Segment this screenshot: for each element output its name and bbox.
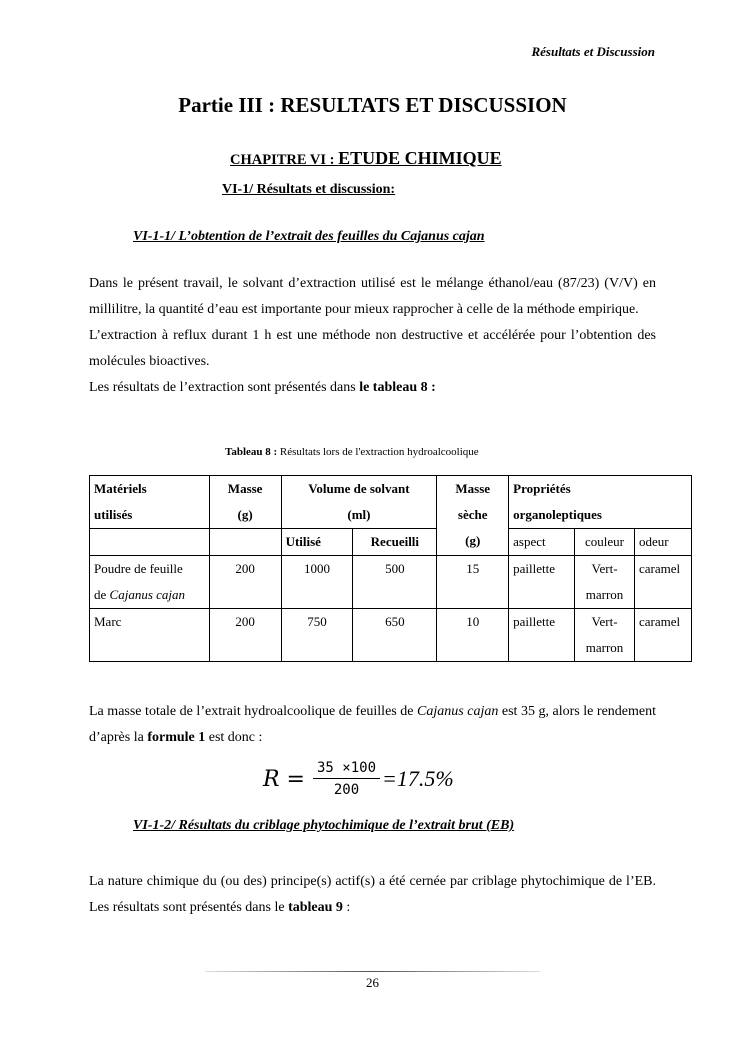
text-run: est donc : — [205, 730, 263, 745]
chapter-title — [230, 148, 502, 169]
header-text: sèche — [457, 507, 488, 522]
header-text: (ml) — [347, 507, 371, 522]
header-materials — [90, 476, 210, 529]
formula-denominator: 200 — [333, 782, 360, 798]
paragraph-sentence: L’extraction à reflux durant 1 h est une méthode non destructive et accélérée pour l’obtention des molécules bioactives. — [89, 328, 656, 369]
species-name: Cajanus cajan — [109, 587, 186, 602]
header-properties — [509, 476, 692, 529]
table-row — [90, 609, 692, 662]
header-text: Masse — [455, 481, 491, 496]
yield-formula — [263, 760, 454, 798]
cell-dry-mass: 15 — [437, 556, 509, 609]
section-heading-vi11: VI-1-1/ L’obtention de l’extrait des feuilles du Cajanus cajan — [133, 229, 485, 244]
paragraph-extraction — [89, 271, 656, 401]
running-header: Résultats et Discussion — [531, 44, 655, 59]
formula-lhs: R = — [263, 766, 305, 792]
paragraph-yield — [89, 699, 656, 751]
text-run: La masse totale de l’extrait hydroalcoolique de feuilles de — [89, 704, 418, 719]
header-colour: couleur — [575, 529, 635, 556]
table-reference: le tableau 8 : — [359, 380, 436, 395]
header-text: (g) — [465, 533, 481, 548]
cell-text: marron — [585, 640, 624, 655]
formula-result: =17.5% — [382, 766, 454, 791]
text-run: Les résultats de l’extraction sont présentés dans — [89, 380, 360, 395]
section-heading-vi12: VI-1-2/ Résultats du criblage phytochimique de l’extrait brut (EB) — [133, 818, 515, 833]
cell-colour — [575, 609, 635, 662]
cell-dry-mass: 10 — [437, 609, 509, 662]
table-header-row — [90, 476, 692, 529]
cell-text: marron — [585, 587, 624, 602]
caption-label: Tableau 8 : — [225, 446, 280, 458]
cell-text: Vert- — [591, 614, 618, 629]
text-run: de — [94, 587, 110, 602]
header-text: organoleptiques — [513, 507, 602, 522]
header-dry-mass — [437, 476, 509, 556]
header-text: utilisés — [94, 507, 133, 522]
header-text: Volume de solvant — [308, 481, 410, 496]
cell-material — [90, 609, 210, 662]
cell-text: Marc — [94, 614, 122, 629]
header-text: Propriétés — [513, 481, 571, 496]
paragraph-sentence: Dans le présent travail, le solvant d’extraction utilisé est le mélange éthanol/eau (87/23) (V/V) en millilitre, la quantité d’eau est importante pour mieux rapprocher à celle de la méthode empirique. — [89, 276, 656, 317]
section-heading-vi1: VI-1/ Résultats et discussion: — [222, 182, 396, 197]
cell-collected: 650 — [353, 609, 437, 662]
caption-text: Résultats lors de l'extraction hydroalcoolique — [279, 446, 479, 458]
page-number: 26 — [366, 975, 379, 990]
header-text: (g) — [237, 507, 253, 522]
header-used: Utilisé — [281, 529, 353, 556]
formula-numerator: 35 ×100 — [313, 760, 380, 779]
header-blank — [90, 529, 210, 556]
footer-divider — [205, 971, 540, 972]
chapter-prefix: CHAPITRE VI : — [230, 152, 339, 168]
cell-aspect: paillette — [509, 556, 575, 609]
cell-collected: 500 — [353, 556, 437, 609]
header-collected: Recueilli — [353, 529, 437, 556]
cell-text — [94, 582, 205, 608]
paragraph-screening — [89, 869, 656, 921]
text-run: est 35 g, alors le rendement d’après la — [89, 704, 657, 745]
part-title-text: Partie III : RESULTATS ET DISCUSSION — [178, 93, 567, 117]
cell-material — [90, 556, 210, 609]
chapter-name: ETUDE CHIMIQUE — [338, 148, 502, 168]
table-reference: tableau 9 — [288, 900, 343, 915]
table-subheader-row — [90, 529, 692, 556]
formula-reference: formule 1 — [147, 730, 206, 745]
formula-fraction — [313, 760, 380, 798]
text-run: : — [342, 900, 351, 915]
table8-caption — [225, 446, 479, 458]
species-name: Cajanus cajan — [417, 704, 499, 719]
cell-text: Vert- — [591, 561, 618, 576]
header-text: Matériels — [94, 481, 147, 496]
header-volume — [281, 476, 437, 529]
cell-text: Poudre de feuille — [94, 561, 183, 576]
cell-used: 1000 — [281, 556, 353, 609]
table-row — [90, 556, 692, 609]
header-mass — [209, 476, 281, 529]
text-run: La nature chimique du (ou des) principe(s) actif(s) a été cernée par criblage phytochimique de l’EB. Les résultats sont présentés dans le — [89, 874, 656, 915]
cell-mass: 200 — [209, 556, 281, 609]
cell-odour: caramel — [635, 556, 692, 609]
header-blank — [209, 529, 281, 556]
table-8 — [89, 475, 692, 662]
part-title — [0, 93, 745, 118]
header-text: Masse — [227, 481, 263, 496]
paragraph-sentence — [89, 375, 656, 401]
header-odour: odeur — [635, 529, 692, 556]
cell-used: 750 — [281, 609, 353, 662]
cell-mass: 200 — [209, 609, 281, 662]
cell-colour — [575, 556, 635, 609]
cell-odour: caramel — [635, 609, 692, 662]
cell-aspect: paillette — [509, 609, 575, 662]
header-aspect: aspect — [509, 529, 575, 556]
